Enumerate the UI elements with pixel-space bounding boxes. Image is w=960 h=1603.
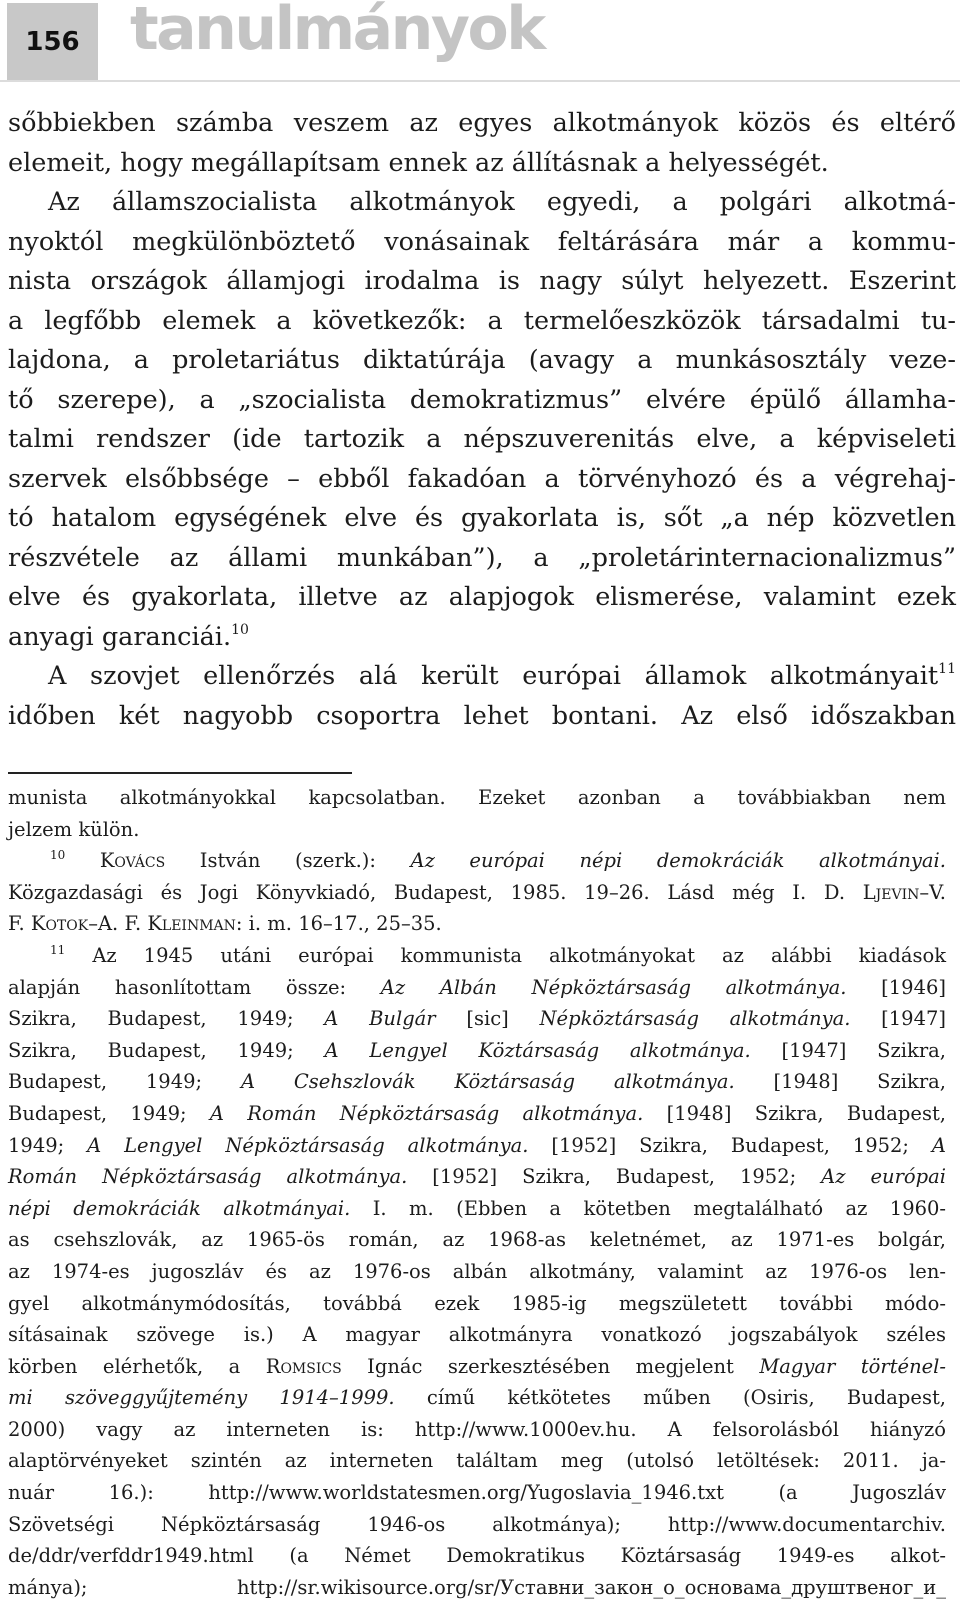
footnote-text: Szikra, Budapest, 1949; [8,1038,325,1062]
body-line: lajdona, a proletariátus diktatúrája (avagy a munkásosztály veze- [8,345,956,375]
footnote-line [8,908,946,940]
main-text [8,104,956,736]
footnote-text: István (szerk.): [165,849,411,873]
body-line [8,657,956,697]
footnote-text: [1948] Szikra, Budapest, [643,1101,946,1125]
footnote-text: című kétkötetes műben (Osiris, Budapest, [394,1386,946,1410]
footnote-line: nuár 16.): http://www.worldstatesmen.org/Yugoslavia_1946.txt (a Jugoszláv [8,1481,946,1505]
footnote-line: Szövetségi Népköztársaság 1946-os alkotmánya); http://www.documentarchiv. [8,1512,946,1536]
footnotes [8,782,946,1603]
book-title: A Csehszlovák Köztársaság alkotmánya. [240,1070,735,1094]
footnote-line: 2000) vagy az interneten is: http://www.1000ev.hu. A felsorolásból hiányzó [8,1417,946,1441]
footnote-line [8,972,946,1004]
book-title: Magyar történel- [759,1354,947,1378]
footnote-line [8,1003,946,1035]
author-name: Kleinman [147,912,236,936]
body-line: nista országok államjogi irodalma is nagy súlyt helyezett. Eszerint [8,266,956,296]
body-line: tó hatalom egységének elve és gyakorlata is, sőt „a nép közvetlen [8,503,956,533]
book-title: Az európai [821,1165,947,1189]
body-line: elemeit, hogy megállapítsam ennek az állításnak a helyességét. [8,147,829,178]
footnote-text: Szikra, Budapest, 1949; [8,1007,325,1031]
body-line: nyoktól megkülönböztető vonásainak feltárására már a kommu- [8,226,956,257]
author-name: Kovács [99,849,166,873]
book-title: Népköztársaság alkotmánya. [539,1007,851,1031]
book-title: A [931,1133,947,1157]
author-name: Kotok [30,912,89,936]
footnote-line [8,1098,946,1130]
body-line: Az államszocialista alkotmányok egyedi, a polgári alkotmá- [48,187,956,217]
footnote-line [8,877,946,909]
book-title: A Bulgár [324,1007,436,1031]
footnote-line: jelzem külön. [8,817,140,841]
footnote-text: [1952] Szikra, Budapest, 1952; [407,1165,822,1189]
footnote-text: [1948] Szikra, [734,1070,946,1094]
footnote-text: Budapest, 1949; [8,1070,241,1094]
body-line: sőbbiekben számba veszem az egyes alkotmányok közös és eltérő [8,108,956,138]
body-text: A szovjet ellenőrzés alá került európai államok alkotmányait [48,661,939,691]
footnote-text: –V. [919,880,946,904]
book-title: A Román Népköztársaság alkotmánya. [209,1101,644,1125]
body-line: elve és gyakorlata, illetve az alapjogok elismerése, valamint ezek [8,582,956,612]
footnote-text: Az 1945 utáni európai kommunista alkotmányokat az alábbi kiadások [92,943,947,967]
book-title: A Lengyel Köztársaság alkotmánya. [324,1038,751,1062]
footnote-text: [sic] [435,1007,540,1031]
page-number-box [7,3,98,81]
footnote-text: Közgazdasági és Jogi Könyvkiadó, Budapest, 1985. 19–26. Lásd még I. D. [8,880,863,904]
body-line: talmi rendszer (ide tartozik a népszuverenitás elve, a képviseleti [8,424,956,454]
book-title: Az Albán Népköztársaság alkotmánya. [380,975,847,999]
footnote-line: as csehszlovák, az 1965-ös román, az 1968-as keletnémet, az 1971-es bolgár, [8,1228,946,1252]
header-divider [0,80,960,82]
footnote-number: 11 [50,942,66,957]
body-line: tő szerepe), a „szocialista demokratizmus” elvére épülő államha- [8,384,956,415]
book-title: A Lengyel Népköztársaság alkotmánya. [87,1133,529,1157]
book-title: mi szöveggyűjtemény 1914–1999. [8,1386,395,1410]
footnote-line [8,1066,946,1098]
footnote-text: [1947] [850,1007,947,1031]
footnote-text: [1952] Szikra, Budapest, 1952; [528,1133,932,1157]
footnote-line: munista alkotmányokkal kapcsolatban. Ezeket azonban a továbbiakban nem [8,786,946,809]
footnote-text: [1946] [846,975,946,999]
footnote-line: sításainak szövege is.) A magyar alkotmányra vonatkozó jogszabályok széles [8,1323,946,1347]
footnote-line: de/ddr/verfddr1949.html (a Német Demokratikus Köztársaság 1949-es alkot- [8,1544,946,1568]
footnote-line [8,1193,946,1225]
body-text: anyagi garanciái. [8,621,232,652]
body-line: részvétele az állami munkában”), a „proletárinternacionalizmus” [8,542,956,573]
footnote-line: az 1974-es jugoszláv és az 1976-os albán alkotmány, valamint az 1976-os len- [8,1259,946,1283]
footnote-text: alapján hasonlítottam össze: [8,975,381,999]
footnote-ref-11[interactable]: 11 [938,661,956,677]
footnote-text: [1947] Szikra, [750,1038,946,1062]
footnote-text: Ignác szerkesztésében megjelent [341,1354,760,1378]
footnote-line: alaptörvényeket szintén az interneten találtam meg (utolsó letöltések: 2011. ja- [8,1449,946,1473]
footnote-text: : i. m. 16–17., 25–35. [235,912,442,936]
footnote-line: gyel alkotmánymódosítás, továbbá ezek 1985-ig megszületett további módo- [8,1291,946,1315]
footnote-text: –A. F. [88,912,148,936]
footnote-line: mánya); http://sr.wikisource.org/sr/Уставни_закон_о_основама_друштвеног_и_ [8,1575,946,1599]
page-number: 156 [25,27,80,57]
footnote-line [8,1161,946,1193]
body-line: időben két nagyobb csoportra lehet bontani. Az első időszakban [8,700,956,731]
section-title: tanulmányok [130,0,544,64]
footnote-line [8,1351,946,1383]
footnote-divider [8,772,352,774]
book-title: Az európai népi demokráciák alkotmányai. [410,849,946,873]
footnote-line [8,1035,946,1067]
footnote-line [8,1130,946,1162]
footnote-line [8,1382,946,1414]
author-name: Ljevin [862,880,920,904]
body-line: a legfőbb elemek a következők: a termelőeszközök társadalmi tu- [8,305,956,336]
footnote-11 [8,940,946,972]
book-title: Román Népköztársaság alkotmánya. [8,1165,408,1189]
page-header [0,0,960,84]
author-name: Romsics [265,1354,342,1378]
footnote-text: 1949; [8,1133,88,1157]
footnote-ref-10[interactable]: 10 [231,621,249,638]
footnote-text: F. [8,912,31,936]
body-line: szervek elsőbbsége – ebből fakadóan a törvényhozó és a végrehaj- [8,463,956,494]
footnote-10 [8,845,946,877]
footnote-text: I. m. (Ebben a kötetben megtalálható az 1960- [350,1196,947,1220]
footnote-text: Budapest, 1949; [8,1101,210,1125]
body-line [8,618,956,658]
footnote-text: körben elérhetők, a [8,1354,266,1378]
book-title: népi demokráciák alkotmányai. [8,1196,351,1220]
footnote-number: 10 [50,848,66,863]
